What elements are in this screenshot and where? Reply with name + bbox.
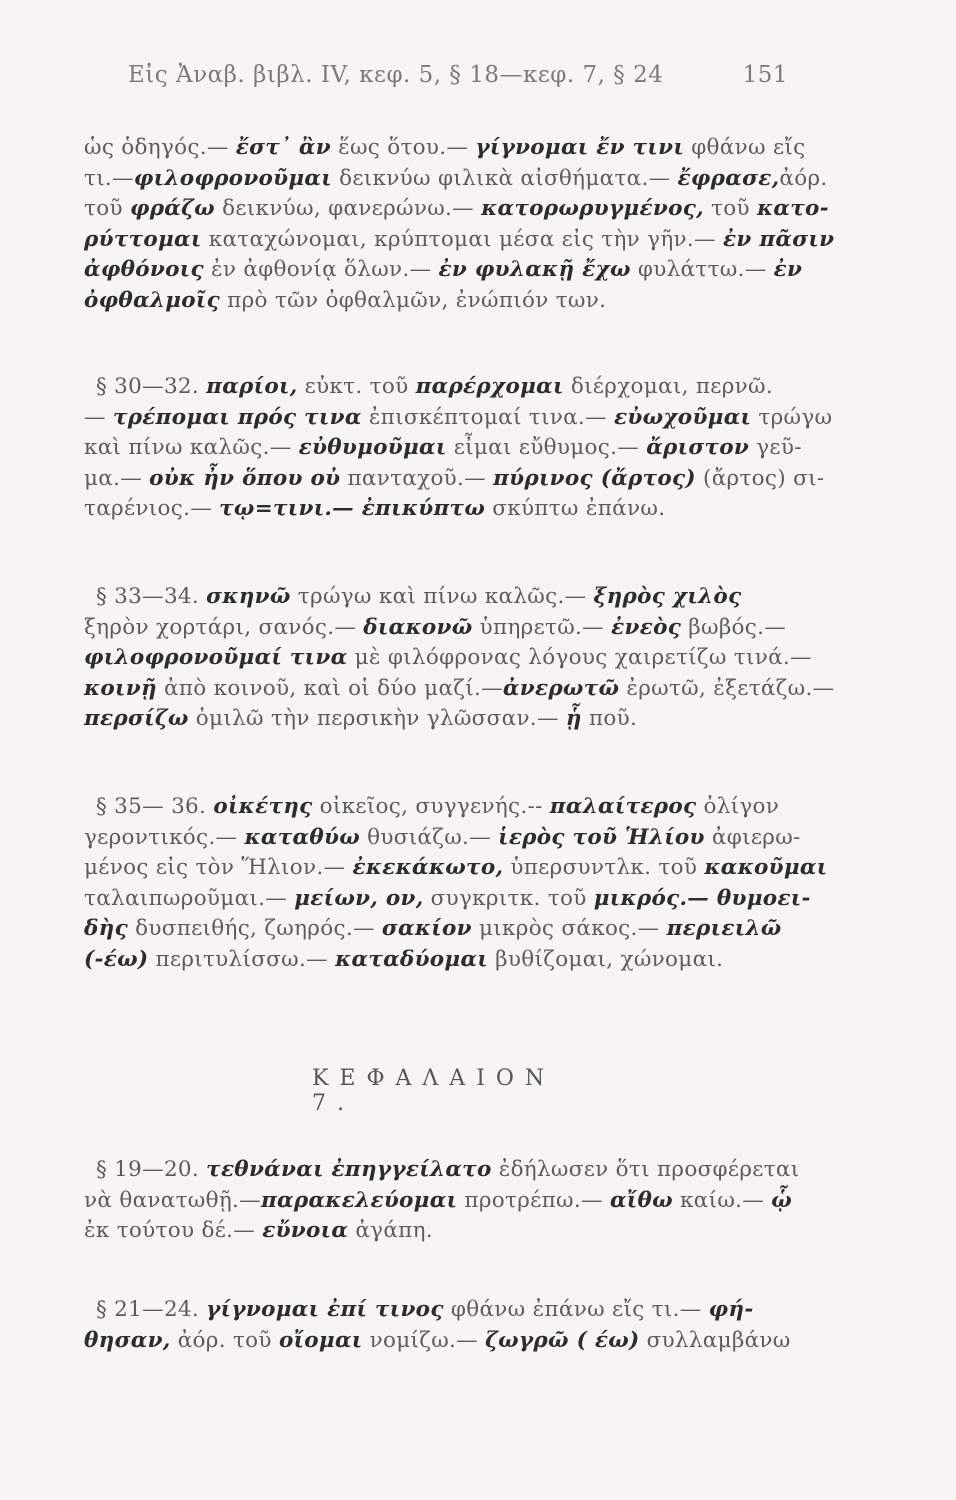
headword: παρακελεύομαι bbox=[260, 1187, 458, 1213]
headword: οὐκ ἦν ὅπου οὐ bbox=[149, 465, 341, 491]
running-header bbox=[128, 62, 788, 88]
headword: σκηνῶ bbox=[206, 584, 291, 609]
headword: μικρός.— θυμοει- bbox=[593, 885, 811, 911]
text-line bbox=[84, 674, 835, 705]
headword: ζωγρῶ ( έω) bbox=[485, 1327, 640, 1353]
headword: κατο- bbox=[757, 196, 829, 221]
paragraph-glossary-21-24 bbox=[84, 1295, 804, 1356]
running-title: Εἰς Ἀναβ. βιβλ. IV, κεφ. 5, § 18—κεφ. 7, § 24 bbox=[128, 62, 664, 88]
headword: εὔνοια bbox=[262, 1218, 349, 1243]
gloss-text: ἐπισκέπτομαί τινα.— bbox=[361, 404, 614, 430]
headword: ἔστ᾽ ἂν bbox=[235, 135, 331, 160]
text-line bbox=[84, 403, 833, 434]
headword: οἰκέτης bbox=[213, 794, 313, 819]
gloss-text: ἀόρ. τοῦ bbox=[170, 1327, 279, 1353]
gloss-text: βυθίζομαι, χώνομαι. bbox=[488, 946, 724, 972]
headword: περιειλῶ bbox=[666, 916, 782, 941]
text-line bbox=[84, 643, 812, 674]
gloss-text: ποῦ. bbox=[581, 706, 638, 731]
text-line bbox=[84, 582, 804, 613]
gloss-text: ἐδήλωσεν ὅτι προσφέρεται bbox=[491, 1157, 800, 1182]
text-line bbox=[84, 853, 828, 884]
headword: εὐθυμοῦμαι bbox=[298, 435, 447, 460]
gloss-text: ὑπηρετῶ.— bbox=[472, 614, 612, 640]
gloss-text: τοῦ bbox=[703, 196, 757, 221]
text-line bbox=[84, 194, 829, 225]
gloss-text: ὡς ὁδηγός.— bbox=[84, 135, 236, 160]
gloss-text: θυσιάζω.— bbox=[359, 824, 499, 850]
headword: φή- bbox=[708, 1297, 754, 1322]
headword: ᾗ bbox=[565, 706, 582, 731]
text-line bbox=[84, 255, 804, 286]
gloss-text: δυσπειθής, ζωηρός.— bbox=[127, 916, 382, 941]
text-line bbox=[84, 884, 811, 915]
gloss-text: ἐρωτῶ, ἐξετάζω.— bbox=[619, 675, 835, 701]
headword: ὀφθαλμοῖς bbox=[84, 287, 221, 313]
gloss-text: φθάνω εἴς bbox=[684, 135, 806, 160]
headword: περσίζω bbox=[84, 706, 189, 731]
text-line bbox=[84, 704, 804, 735]
gloss-text: συγκριτκ. τοῦ bbox=[423, 885, 594, 911]
headword: ἱερὸς τοῦ Ἡλίου bbox=[498, 824, 705, 850]
headword: ἔφρασε, bbox=[677, 165, 780, 191]
text-line bbox=[84, 494, 804, 525]
gloss-text: ἀγάπη. bbox=[348, 1218, 433, 1243]
headword: φράζω bbox=[129, 196, 215, 221]
gloss-text: δεικνύω φιλικὰ αἰσθήματα.— bbox=[331, 165, 678, 191]
gloss-text: πρὸ τῶν ὀφθαλμῶν, ἐνώπιόν των. bbox=[220, 287, 607, 313]
headword: φιλοφρονοῦμαι bbox=[133, 165, 332, 191]
headword: μείων, ον, bbox=[294, 885, 424, 911]
gloss-text: περιτυλίσσω.— bbox=[148, 946, 336, 972]
gloss-text: ὑπερσυντλκ. τοῦ bbox=[503, 855, 705, 880]
gloss-text: ἀπὸ κοινοῦ, καὶ οἱ δύο μαζί.— bbox=[156, 675, 503, 701]
gloss-text: πανταχοῦ.— bbox=[340, 465, 494, 491]
gloss-text: τοῦ bbox=[84, 196, 130, 221]
headword: τεθνάναι ἐπηγγείλατο bbox=[206, 1157, 492, 1182]
gloss-text: μικρὸς σάκος.— bbox=[471, 916, 667, 941]
gloss-text: σκύπτω ἐπάνω. bbox=[485, 496, 666, 521]
gloss-text: γεῦ- bbox=[749, 435, 802, 460]
headword: ἀνερωτῶ bbox=[502, 675, 620, 701]
gloss-text: βωβός.— bbox=[681, 614, 787, 640]
gloss-text: — bbox=[84, 404, 113, 430]
headword: παρέρχομαι bbox=[415, 374, 564, 399]
gloss-text: διέρχομαι, περνῶ. bbox=[563, 374, 773, 399]
headword: (-έω) bbox=[84, 946, 149, 972]
gloss-text: προτρέπω.— bbox=[457, 1187, 610, 1213]
gloss-text: ἀόρ. bbox=[779, 165, 828, 191]
gloss-text: § 30—32. bbox=[96, 374, 207, 399]
paragraph-glossary-19-20 bbox=[84, 1155, 804, 1247]
headword: ἄριστον bbox=[646, 435, 750, 460]
headword: παρίοι, bbox=[206, 374, 298, 399]
page-number: 151 bbox=[742, 62, 788, 88]
text-line bbox=[84, 1295, 804, 1326]
text-line bbox=[84, 792, 804, 823]
gloss-text: καταχώνομαι, κρύπτομαι μέσα εἰς τὴν γῆν.— bbox=[201, 226, 723, 252]
headword: πύρινος (ἄρτος) bbox=[493, 465, 696, 491]
gloss-text: καίω.— bbox=[672, 1187, 772, 1213]
paragraph-glossary-33-34 bbox=[84, 582, 835, 735]
text-line bbox=[84, 433, 804, 464]
gloss-text: τρώγω καὶ πίνω καλῶς.— bbox=[290, 584, 594, 609]
headword: αἴθω bbox=[609, 1187, 673, 1213]
headword: εὐωχοῦμαι bbox=[614, 404, 752, 430]
gloss-text: τρώγω bbox=[751, 404, 833, 430]
gloss-text: φθάνω ἐπάνω εἴς τι.— bbox=[443, 1297, 709, 1322]
text-line bbox=[84, 164, 828, 195]
headword: κατορωρυγμένος, bbox=[481, 196, 704, 221]
paragraph-glossary-1 bbox=[84, 133, 835, 316]
paragraph-glossary-35-36 bbox=[84, 792, 828, 975]
gloss-text: § 19—20. bbox=[96, 1157, 207, 1182]
paragraph-glossary-30-32 bbox=[84, 372, 833, 525]
headword: γίγνομαι ἔν τινι bbox=[475, 135, 685, 160]
gloss-text: (ἄρτος) σι- bbox=[695, 465, 825, 491]
headword: καταδύομαι bbox=[335, 946, 489, 972]
text-line bbox=[84, 1216, 804, 1247]
chapter-heading: ΚΕΦΑΛΑΙΟΝ 7. bbox=[312, 1066, 556, 1116]
text-line bbox=[84, 286, 804, 317]
gloss-text: γεροντικός.— bbox=[84, 824, 245, 850]
text-line bbox=[84, 914, 804, 945]
text-line bbox=[84, 1186, 804, 1217]
text-line bbox=[84, 1326, 804, 1357]
gloss-text: οἰκεῖος, συγγενής.-- bbox=[312, 794, 550, 819]
headword: ξηρὸς χιλὸς bbox=[593, 584, 742, 609]
text-line bbox=[84, 613, 804, 644]
gloss-text: ταλαιπωροῦμαι.— bbox=[84, 885, 295, 911]
text-line bbox=[84, 464, 825, 495]
gloss-text: ὁμιλῶ τὴν περσικὴν γλῶσσαν.— bbox=[188, 706, 566, 731]
gloss-text: § 35— 36. bbox=[96, 794, 214, 819]
text-line bbox=[84, 1155, 804, 1186]
headword: ᾧ bbox=[771, 1187, 793, 1213]
gloss-text: δεικνύω, φανερώνω.— bbox=[214, 196, 482, 221]
text-line bbox=[84, 945, 804, 976]
gloss-text: εἶμαι εὔθυμος.— bbox=[446, 435, 647, 460]
text-line bbox=[84, 372, 804, 403]
gloss-text: συλλαμβάνω bbox=[639, 1327, 791, 1353]
gloss-text: ξηρὸν χορτάρι, σανός.— bbox=[84, 614, 364, 640]
headword: παλαίτερος bbox=[549, 794, 697, 819]
gloss-text: νὰ θανατωθῇ.— bbox=[84, 1187, 261, 1213]
headword: ἐκεκάκωτο, bbox=[352, 855, 504, 880]
headword: τῳ=τινι.— ἐπικύπτω bbox=[219, 496, 486, 521]
text-line bbox=[84, 823, 804, 854]
headword: οἴομαι bbox=[278, 1327, 363, 1353]
gloss-text: ὀλίγον bbox=[696, 794, 780, 819]
headword: κοινῇ bbox=[84, 675, 157, 701]
headword: φιλοφρονοῦμαί τινα bbox=[84, 645, 348, 670]
gloss-text: μένος εἰς τὸν Ἥλιον.— bbox=[84, 855, 353, 880]
headword: γίγνομαι ἐπί τινος bbox=[206, 1297, 444, 1322]
gloss-text: μὲ φιλόφρονας λόγους χαιρετίζω τινά.— bbox=[347, 645, 812, 670]
headword: ρύττομαι bbox=[84, 226, 202, 252]
headword: κακοῦμαι bbox=[704, 855, 828, 880]
headword: ἐν πᾶσιν bbox=[722, 226, 835, 252]
gloss-text: ἕως ὅτου.— bbox=[330, 135, 476, 160]
text-line bbox=[84, 133, 804, 164]
gloss-text: φυλάττω.— bbox=[630, 257, 774, 282]
gloss-text: ἀφιερω- bbox=[704, 824, 801, 850]
headword: θησαν, bbox=[84, 1327, 171, 1353]
headword: σακίον bbox=[381, 916, 472, 941]
text-line bbox=[84, 225, 835, 256]
gloss-text: καὶ πίνω καλῶς.— bbox=[84, 435, 299, 460]
gloss-text: ταρένιος.— bbox=[84, 496, 220, 521]
headword: ἐν φυλακῇ ἔχω bbox=[438, 257, 631, 282]
gloss-text: τι.— bbox=[84, 165, 134, 191]
headword: διακονῶ bbox=[363, 614, 473, 640]
gloss-text: ἐκ τούτου δέ.— bbox=[84, 1218, 263, 1243]
headword: ἀφθόνοις bbox=[84, 257, 204, 282]
headword: τρέπομαι πρός τινα bbox=[112, 404, 362, 430]
gloss-text: εὐκτ. τοῦ bbox=[297, 374, 416, 399]
gloss-text: νομίζω.— bbox=[362, 1327, 486, 1353]
gloss-text: § 33—34. bbox=[96, 584, 207, 609]
gloss-text: μα.— bbox=[84, 465, 150, 491]
gloss-text: § 21—24. bbox=[96, 1297, 207, 1322]
headword: δὴς bbox=[84, 916, 128, 941]
headword: ἐν bbox=[773, 257, 803, 282]
headword: καταθύω bbox=[244, 824, 360, 850]
gloss-text: ἐν ἀφθονίᾳ ὅλων.— bbox=[203, 257, 439, 282]
headword: ἐνεὸς bbox=[611, 614, 682, 640]
